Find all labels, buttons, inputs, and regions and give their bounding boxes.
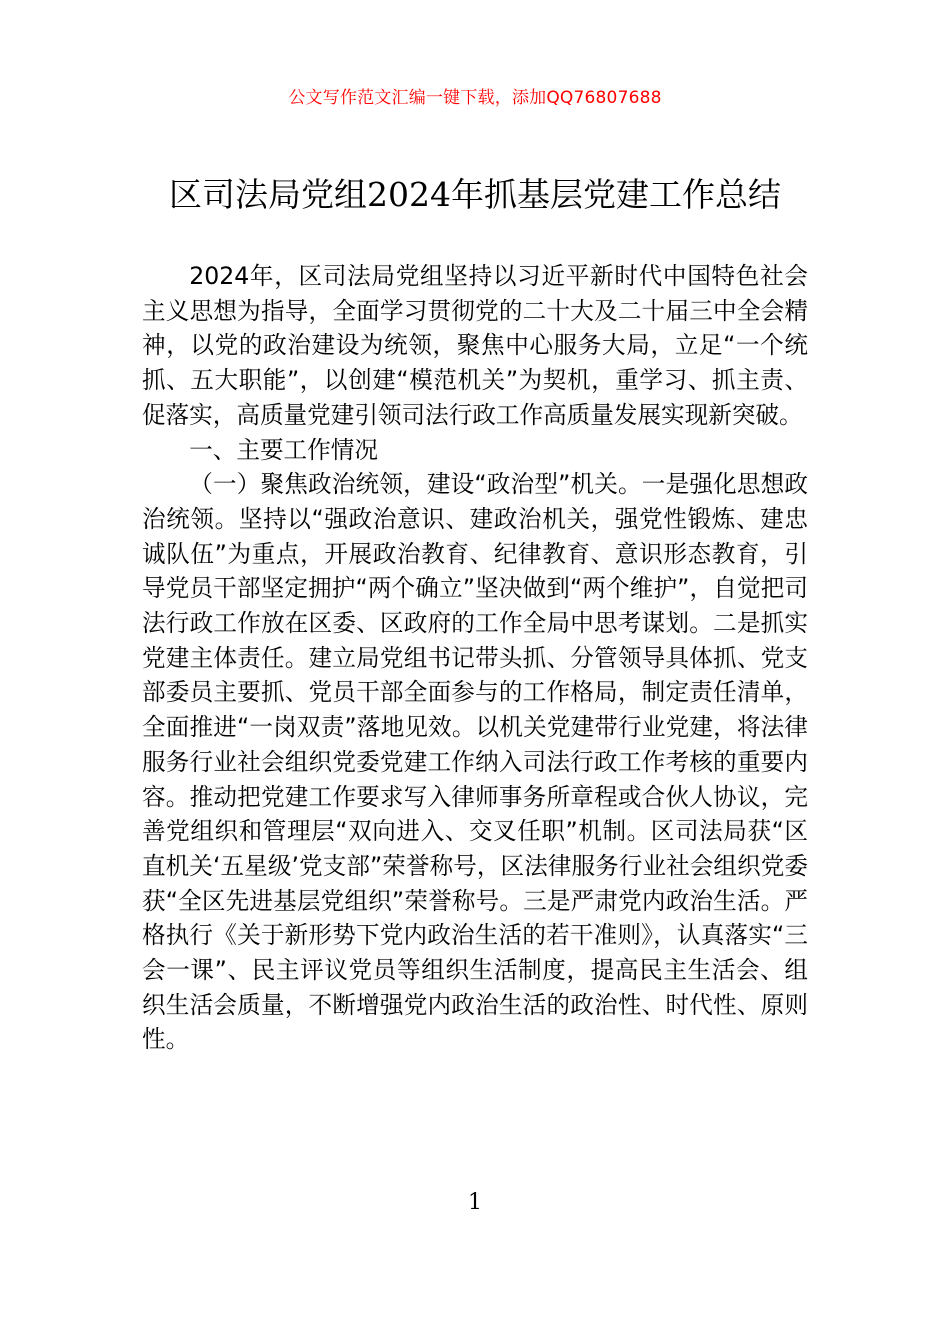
page-number: 1: [468, 1190, 482, 1215]
section-heading-main-work: 一、主要工作情况: [189, 435, 378, 464]
intro-paragraph: 2024年，区司法局党组坚持以习近平新时代中国特色社会主义思想为指导，全面学习贯彻党的二十大及二十届三中全会精神，以党的政治建设为统领，聚焦中心服务大局，立足“一个统抓、五大职能”，以创建“模范机关”为契机，重学习、抓主责、促落实，高质量党建引领司法行政工作高质量发展实现新突破。: [142, 262, 808, 429]
download-notice: 公文写作范文汇编一键下载，添加QQ76807688: [288, 88, 662, 108]
document-body: [142, 259, 808, 1057]
subsection-paragraph-political: （一）聚焦政治统领，建设“政治型”机关。一是强化思想政治统领。坚持以“强政治意识、建政治机关，强党性锻炼、建忠诚队伍”为重点，开展政治教育、纪律教育、意识形态教育，引导党员干部坚定拥护“两个确立”坚决做到“两个维护”，自觉把司法行政工作放在区委、区政府的工作全局中思考谋划。二是抓实党建主体责任。建立局党组书记带头抓、分管领导具体抓、党支部委员主要抓、党员干部全面参与的工作格局，制定责任清单，全面推进“一岗双责”落地见效。以机关党建带行业党建，将法律服务行业社会组织党委党建工作纳入司法行政工作考核的重要内容。推动把党建工作要求写入律师事务所章程或合伙人协议，完善党组织和管理层“双向进入、交叉任职”机制。区司法局获“区直机关‘五星级’党支部”荣誉称号，区法律服务行业社会组织党委获“全区先进基层党组织”荣誉称号。三是严肃党内政治生活。严格执行《关于新形势下党内政治生活的若干准则》，认真落实“三会一课”、民主评议党员等组织生活制度，提高民主生活会、组织生活会质量，不断增强党内政治生活的政治性、时代性、原则性。: [142, 470, 808, 1054]
document-title: 区司法局党组2024年抓基层党建工作总结: [169, 175, 781, 214]
